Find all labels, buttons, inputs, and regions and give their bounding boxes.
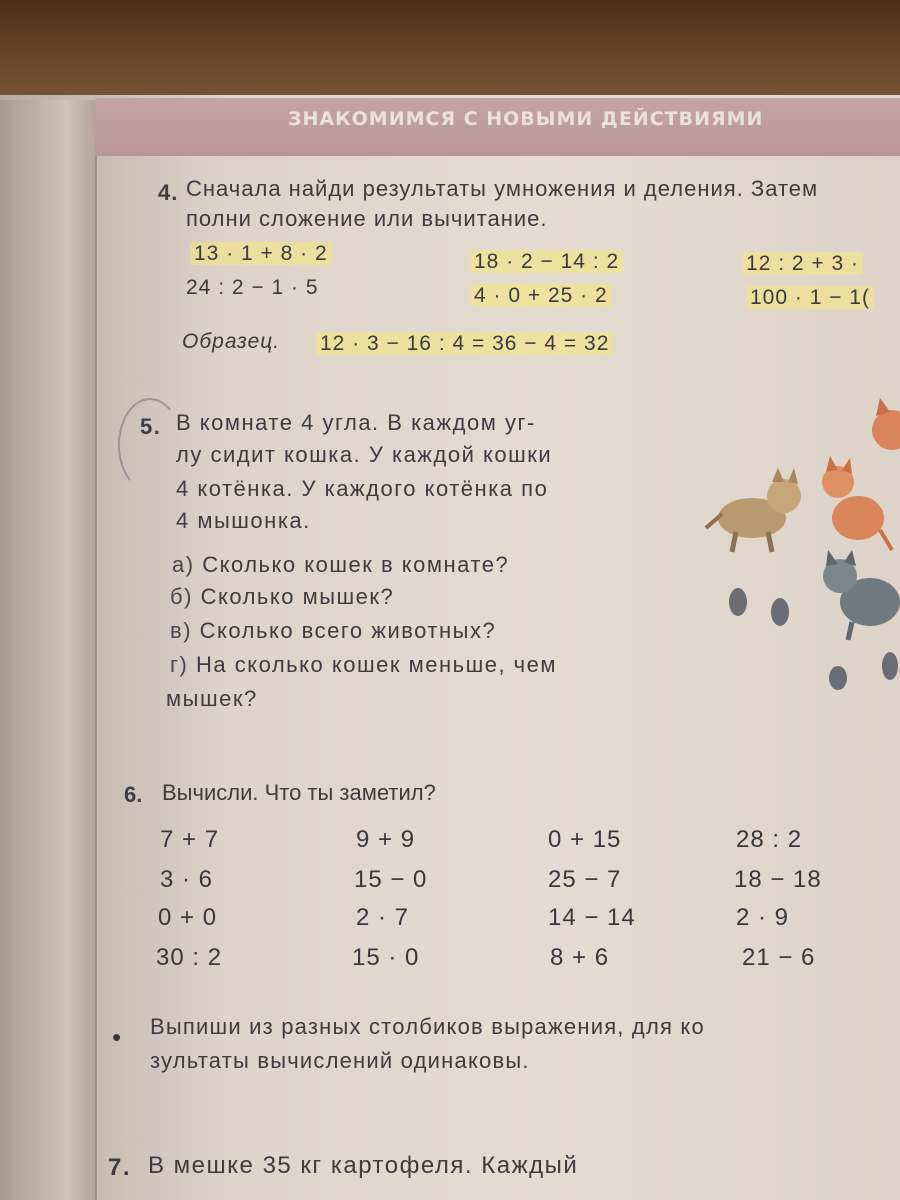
- task5-question-d: г) На сколько кошек меньше, чем: [170, 652, 557, 677]
- cats-illustration: [700, 390, 900, 710]
- task6-expr-c1-r1: 7 + 7: [160, 826, 220, 853]
- cat-orange-icon: [872, 398, 900, 450]
- task5-question-c: в) Сколько всего животных?: [170, 618, 497, 643]
- task6-expr-c2-r2: 15 − 0: [354, 866, 428, 893]
- left-page-edge: [0, 100, 97, 1200]
- task5-question-b: б) Сколько мышек?: [170, 584, 395, 609]
- task4-sample-label: Образец.: [182, 330, 281, 353]
- pencil-mark: [118, 398, 182, 492]
- task6-number: 6.: [124, 782, 143, 807]
- task4-expr-1-1: 13 · 1 + 8 · 2: [190, 242, 332, 266]
- task4-number: 4.: [158, 180, 179, 205]
- task6-expr-c4-r3: 2 · 9: [736, 904, 790, 931]
- task7-number: 7.: [108, 1154, 132, 1181]
- bullet-icon: •: [112, 1022, 122, 1052]
- task7-line1: В мешке 35 кг картофеля. Каждый: [148, 1152, 579, 1179]
- page-header-title: ЗНАКОМИМСЯ С НОВЫМИ ДЕЙСТВИЯМИ: [288, 108, 764, 130]
- task6-expr-c3-r1: 0 + 15: [548, 826, 622, 853]
- kitten-gray-icon: [823, 550, 900, 640]
- kitten-tabby-icon: [706, 468, 801, 552]
- task6-expr-c3-r4: 8 + 6: [550, 944, 610, 971]
- task6-expr-c2-r1: 9 + 9: [356, 826, 416, 853]
- task6-expr-c2-r4: 15 · 0: [352, 944, 420, 971]
- task6-title: Вычисли. Что ты заметил?: [162, 780, 436, 805]
- task6-expr-c3-r3: 14 − 14: [548, 904, 636, 931]
- desk-background: [0, 0, 900, 110]
- task5-question-a: а) Сколько кошек в комнате?: [172, 552, 510, 577]
- task5-line1: В комнате 4 угла. В каждом уг-: [176, 410, 536, 435]
- task5-line3: 4 котёнка. У каждого котёнка по: [176, 476, 549, 501]
- task6-bullet-line1: Выпиши из разных столбиков выражения, для ко: [150, 1014, 705, 1039]
- task6-expr-c4-r1: 28 : 2: [736, 826, 803, 853]
- task4-line1: Сначала найди результаты умножения и деления. Затем: [186, 176, 819, 201]
- task4-line2: полни сложение или вычитание.: [186, 206, 548, 231]
- task6-expr-c4-r2: 18 − 18: [734, 866, 822, 893]
- task6-expr-c1-r3: 0 + 0: [158, 904, 218, 931]
- task5-line2: лу сидит кошка. У каждой кошки: [176, 442, 553, 467]
- task4-expr-3-2: 100 · 1 − 1(: [746, 286, 874, 310]
- task6-expr-c1-r2: 3 · 6: [160, 866, 214, 893]
- task6-expr-c4-r4: 21 − 6: [742, 944, 816, 971]
- task4-sample-expr: 12 · 3 − 16 : 4 = 36 − 4 = 32: [316, 332, 613, 356]
- kitten-orange-icon: [822, 456, 892, 550]
- task4-expr-2-1: 18 · 2 − 14 : 2: [470, 250, 623, 274]
- task5-line4: 4 мышонка.: [176, 508, 311, 533]
- task4-expr-2-2: 4 · 0 + 25 · 2: [470, 284, 612, 308]
- task6-expr-c3-r2: 25 − 7: [548, 866, 622, 893]
- task4-expr-3-1: 12 : 2 + 3 ·: [742, 252, 863, 276]
- task6-expr-c2-r3: 2 · 7: [356, 904, 410, 931]
- task6-bullet-line2: зультаты вычислений одинаковы.: [150, 1048, 530, 1073]
- task4-expr-1-2: 24 : 2 − 1 · 5: [186, 276, 319, 299]
- task5-number: 5.: [140, 414, 162, 439]
- task5-question-d-cont: мышек?: [166, 686, 258, 711]
- task6-expr-c1-r4: 30 : 2: [156, 944, 223, 971]
